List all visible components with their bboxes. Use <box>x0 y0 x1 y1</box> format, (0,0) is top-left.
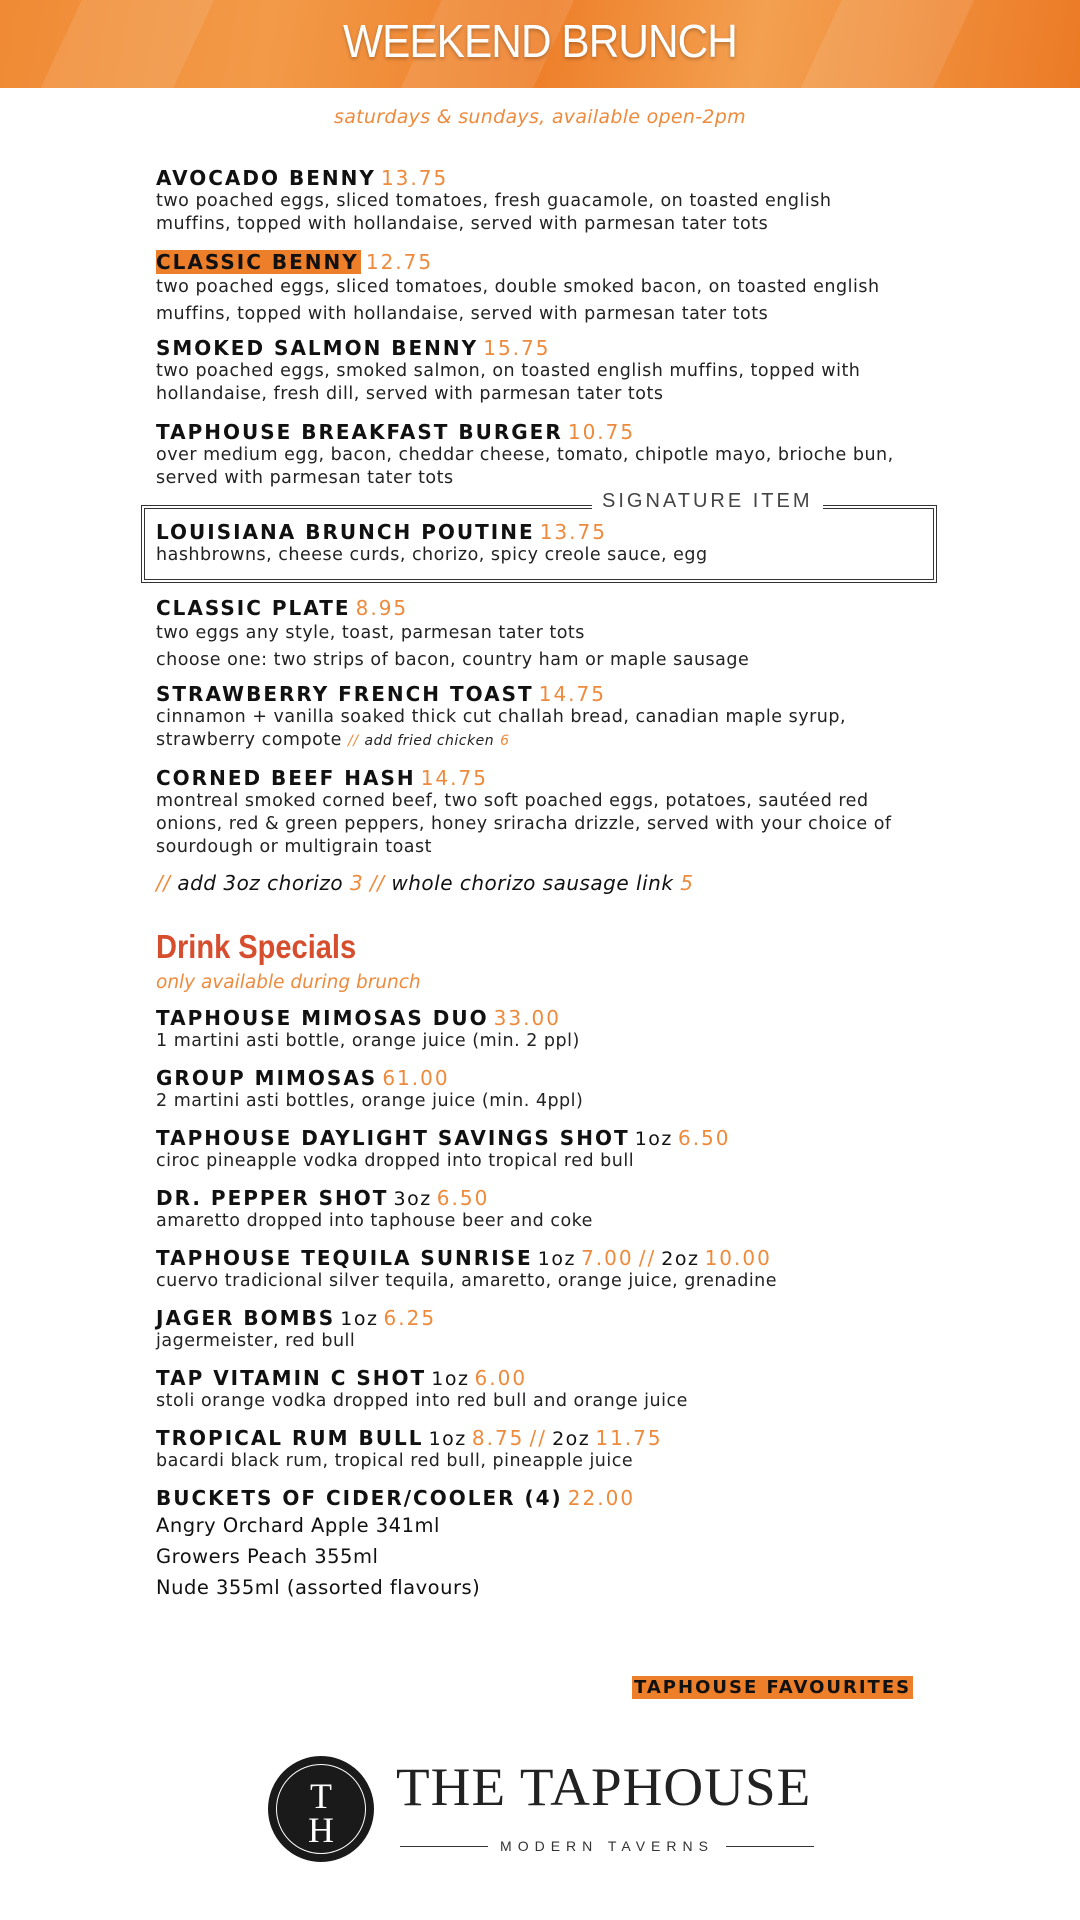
monogram-top: T <box>310 1776 332 1816</box>
item-description: hashbrowns, cheese curds, chorizo, spicy creole sauce, egg <box>156 545 708 565</box>
item-price: 15.75 <box>483 336 551 360</box>
item-description <box>156 729 916 753</box>
item-name: TAPHOUSE BREAKFAST BURGER <box>156 420 563 444</box>
item-size: 1oz <box>634 1128 673 1150</box>
item-name: CORNED BEEF HASH <box>156 766 416 790</box>
menu-item <box>156 166 916 250</box>
logo-wordmark: THE TAPHOUSE <box>396 1757 812 1817</box>
item-size: 1oz <box>537 1248 576 1270</box>
addon-separator: // <box>156 871 171 895</box>
addon-text: add fried chicken <box>364 733 495 749</box>
item-price: 11.75 <box>595 1426 663 1450</box>
item-name: STRAWBERRY FRENCH TOAST <box>156 682 534 706</box>
taphouse-logo <box>268 1756 818 1868</box>
item-size: 1oz <box>431 1368 470 1390</box>
logo-emblem <box>268 1756 374 1862</box>
item-name: DR. PEPPER SHOT <box>156 1186 389 1210</box>
item-description: sourdough or multigrain toast <box>156 837 432 857</box>
favourites-legend: TAPHOUSE FAVOURITES <box>634 1677 912 1698</box>
item-name: LOUISIANA BRUNCH POUTINE <box>156 520 535 544</box>
item-name: CLASSIC BENNY <box>156 250 359 274</box>
item-description: montreal smoked corned beef, two soft poached eggs, potatoes, sautéed red <box>156 791 869 811</box>
item-description: cuervo tradicional silver tequila, amaretto, orange juice, grenadine <box>156 1271 778 1291</box>
item-price: 6.25 <box>383 1306 437 1330</box>
bucket-option: Nude 355ml (assorted flavours) <box>156 1576 481 1599</box>
item-description: bacardi black rum, tropical red bull, pineapple juice <box>156 1451 634 1471</box>
signature-item <box>156 520 916 567</box>
item-description: amaretto dropped into taphouse beer and coke <box>156 1211 593 1231</box>
item-description: stoli orange vodka dropped into red bull and orange juice <box>156 1391 688 1411</box>
item-description: 1 martini asti bottle, orange juice (min. 2 ppl) <box>156 1031 580 1051</box>
item-price: 6.00 <box>474 1366 528 1390</box>
item-price: 8.75 <box>471 1426 525 1450</box>
divider <box>400 1846 488 1847</box>
item-description: two poached eggs, sliced tomatoes, fresh guacamole, on toasted english <box>156 191 832 211</box>
item-price: 14.75 <box>538 682 606 706</box>
item-description: 2 martini asti bottles, orange juice (min. 4ppl) <box>156 1091 584 1111</box>
drink-item-buckets <box>156 1486 916 1603</box>
item-name: TAP VITAMIN C SHOT <box>156 1366 427 1390</box>
item-price: 6.50 <box>436 1186 490 1210</box>
item-description: hollandaise, fresh dill, served with parmesan tater tots <box>156 384 664 404</box>
menu-item <box>156 420 916 490</box>
item-size: 3oz <box>393 1188 432 1210</box>
item-description: two eggs any style, toast, parmesan tater tots <box>156 623 585 643</box>
size-separator: // <box>638 1246 657 1270</box>
drink-item <box>156 1186 916 1246</box>
page-title: WEEKEND BRUNCH <box>343 15 737 67</box>
item-description: muffins, topped with hollandaise, served with parmesan tater tots <box>156 304 769 324</box>
drink-item <box>156 1246 916 1306</box>
menu-item <box>156 682 916 766</box>
addon-price: 3 <box>349 871 364 895</box>
item-name: JAGER BOMBS <box>156 1306 336 1330</box>
item-description: cinnamon + vanilla soaked thick cut challah bread, canadian maple syrup, <box>156 707 847 727</box>
item-size: 1oz <box>340 1308 379 1330</box>
brunch-menu-continued <box>156 596 916 859</box>
item-size: 2oz <box>552 1428 591 1450</box>
item-name: TAPHOUSE TEQUILA SUNRISE <box>156 1246 533 1270</box>
item-name: GROUP MIMOSAS <box>156 1066 378 1090</box>
addon-separator: // <box>370 871 385 895</box>
item-price: 8.95 <box>355 596 409 620</box>
item-price: 61.00 <box>382 1066 450 1090</box>
item-description: jagermeister, red bull <box>156 1331 356 1351</box>
brunch-menu <box>156 166 916 490</box>
logo-tagline <box>400 1838 814 1854</box>
item-size: 2oz <box>661 1248 700 1270</box>
item-description: ciroc pineapple vodka dropped into tropical red bull <box>156 1151 635 1171</box>
divider <box>726 1846 814 1847</box>
addon-text: add 3oz chorizo <box>177 871 344 895</box>
item-name: AVOCADO BENNY <box>156 166 376 190</box>
menu-item <box>156 336 916 420</box>
bucket-option: Growers Peach 355ml <box>156 1545 379 1568</box>
drink-item <box>156 1126 916 1186</box>
size-separator: // <box>529 1426 547 1450</box>
menu-item <box>156 596 916 682</box>
item-name: BUCKETS OF CIDER/COOLER (4) <box>156 1486 563 1510</box>
monogram-bottom: H <box>308 1810 334 1850</box>
item-price: 33.00 <box>493 1006 561 1030</box>
logo-monogram <box>271 1776 371 1850</box>
item-name: TAPHOUSE DAYLIGHT SAVINGS SHOT <box>156 1126 630 1150</box>
item-price: 12.75 <box>365 250 434 274</box>
item-price: 14.75 <box>420 766 488 790</box>
drinks-subheading: only available during brunch <box>156 972 421 993</box>
item-description: served with parmesan tater tots <box>156 468 454 488</box>
menu-item <box>156 250 916 336</box>
menu-item <box>156 766 916 859</box>
chorizo-addons <box>156 871 916 895</box>
page-subtitle: saturdays & sundays, available open-2pm <box>334 106 746 128</box>
drinks-heading: Drink Specials <box>156 928 357 965</box>
item-name: TROPICAL RUM BULL <box>156 1426 424 1450</box>
addon-text: whole chorizo sausage link <box>391 871 674 895</box>
bucket-option: Angry Orchard Apple 341ml <box>156 1514 440 1537</box>
addon-separator: // <box>347 733 359 749</box>
item-price: 13.75 <box>380 166 449 190</box>
drink-item <box>156 1366 916 1426</box>
item-description-text: strawberry compote <box>156 730 342 750</box>
item-description: choose one: two strips of bacon, country ham or maple sausage <box>156 650 750 670</box>
addon-price: 6 <box>500 733 510 749</box>
drink-item <box>156 1066 916 1126</box>
item-price: 13.75 <box>539 520 607 544</box>
item-description: two poached eggs, sliced tomatoes, double smoked bacon, on toasted english <box>156 277 880 297</box>
drink-item <box>156 1306 916 1366</box>
item-description: over medium egg, bacon, cheddar cheese, tomato, chipotle mayo, brioche bun, <box>156 445 894 465</box>
tagline-text: MODERN TAVERNS <box>500 1838 714 1854</box>
drink-item <box>156 1426 916 1486</box>
drink-item <box>156 1006 916 1066</box>
item-description: muffins, topped with hollandaise, served with parmesan tater tots <box>156 214 769 234</box>
signature-item-label: SIGNATURE ITEM <box>592 490 823 513</box>
item-size: 1oz <box>428 1428 467 1450</box>
addon-price: 5 <box>680 871 694 895</box>
item-description: onions, red & green peppers, honey sriracha drizzle, served with your choice of <box>156 814 892 834</box>
item-name: CLASSIC PLATE <box>156 596 351 620</box>
header-banner <box>0 0 1080 88</box>
drinks-menu <box>156 1006 916 1603</box>
item-name: TAPHOUSE MIMOSAS DUO <box>156 1006 489 1030</box>
item-price: 6.50 <box>677 1126 731 1150</box>
item-name: SMOKED SALMON BENNY <box>156 336 479 360</box>
item-price: 22.00 <box>567 1486 636 1510</box>
item-description: two poached eggs, smoked salmon, on toasted english muffins, topped with <box>156 361 861 381</box>
item-price: 7.00 <box>581 1246 634 1270</box>
item-price: 10.75 <box>567 420 636 444</box>
item-price: 10.00 <box>704 1246 772 1270</box>
